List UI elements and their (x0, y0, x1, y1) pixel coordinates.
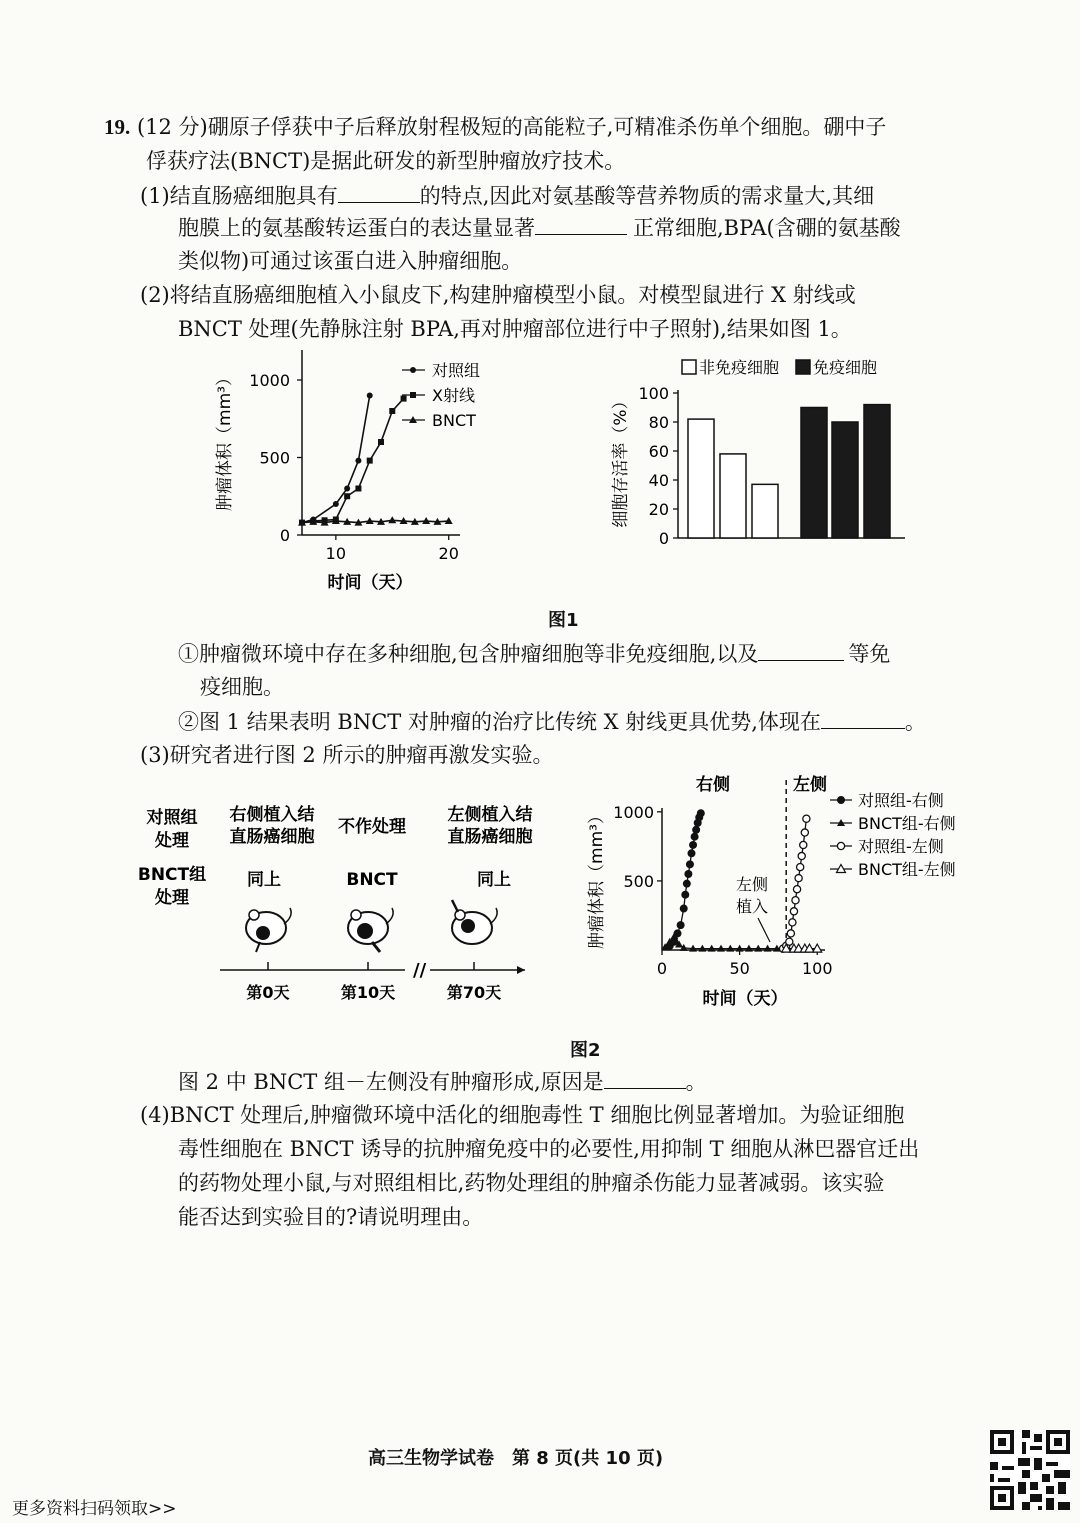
legend-label: BNCT组-左侧 (858, 860, 956, 879)
fig1-line-ylabel: 肿瘤体积（mm³） (215, 369, 235, 511)
y-tick-label: 60 (648, 442, 669, 461)
figure2-line-chart (580, 768, 1000, 1018)
y-tick-label: 40 (648, 471, 669, 490)
legend-label: 对照组-右侧 (858, 791, 944, 810)
part1-line-2 (178, 212, 901, 243)
diagram-bnct-step1: 同上 (247, 870, 281, 890)
fig2-top-label-left: 左侧 (793, 775, 827, 795)
diagram-row2-label-1: BNCT组 (137, 865, 207, 885)
part2-text-b: BNCT 处理(先静脉注射 BPA,再对肿瘤部位进行中子照射),结果如图 1。 (178, 317, 852, 341)
bar-non-immune (720, 454, 746, 538)
y-tick-label: 80 (648, 413, 669, 432)
data-point (367, 393, 373, 399)
y-tick-label: 100 (638, 384, 669, 403)
diagram-row1-label-1: 对照组 (146, 808, 198, 828)
part4-text-a: (4)BNCT 处理后,肿瘤微环境中活化的细胞毒性 T 细胞比例显著增加。为验证细胞 (140, 1103, 905, 1127)
data-point (684, 870, 692, 878)
data-point (686, 860, 694, 868)
data-point (789, 919, 796, 926)
legend-label: 非免疫细胞 (699, 358, 780, 377)
part2-q2-text-a: ②图 1 结果表明 BNCT 对肿瘤的治疗比传统 X 射线更具优势,体现在 (178, 710, 821, 734)
timeline-day10: 第10天 (340, 983, 396, 1002)
data-point (795, 875, 802, 882)
question-number: 19. (104, 115, 131, 139)
part3-q-text-b: 。 (685, 1070, 707, 1094)
y-tick-label: 500 (623, 871, 654, 891)
diagram-step1-2: 直肠癌细胞 (229, 827, 315, 847)
part1-text-a: (1)结直肠癌细胞具有 (140, 184, 338, 208)
data-point (378, 439, 384, 445)
x-tick-label: 100 (801, 959, 833, 978)
intro-text-2: 俘获疗法(BNCT)是据此研发的新型肿瘤放疗技术。 (146, 149, 626, 173)
fig2-ylabel: 肿瘤体积（mm³） (587, 807, 607, 949)
intro-text-1: (12 分)硼原子俘获中子后释放射程极短的高能粒子,可精准杀伤单个细胞。硼中子 (136, 115, 887, 139)
diagram-row1-label-2: 处理 (155, 831, 189, 851)
fig1-bar-ylabel: 细胞存活率（%） (611, 392, 631, 528)
y-tick-label: 0 (658, 529, 669, 548)
diagram-bnct-step2: BNCT (346, 870, 398, 890)
diagram-step3-2: 直肠癌细胞 (447, 827, 533, 847)
qr-code-icon[interactable] (990, 1430, 1070, 1510)
part2-q1-text-b: 等免 (848, 642, 891, 666)
figure1-line-chart (210, 350, 500, 600)
fig2-annotation-2: 植入 (735, 897, 769, 916)
timeline-arrow-icon (517, 966, 525, 974)
x-tick-label: 50 (729, 959, 750, 978)
answer-blank-4[interactable] (821, 706, 905, 729)
part4-text-c: 的药物处理小鼠,与对照组相比,药物处理组的肿瘤杀伤能力显著减弱。该实验 (178, 1171, 885, 1195)
fig2-annotation-1: 左侧 (735, 875, 769, 894)
answer-blank-1[interactable] (338, 180, 420, 203)
data-point (691, 833, 699, 841)
diagram-bnct-step3: 同上 (477, 870, 511, 890)
legend-marker (410, 367, 416, 373)
legend-swatch-non-immune (682, 360, 696, 374)
data-point (680, 905, 688, 913)
legend-label: BNCT (432, 411, 476, 430)
data-point (787, 930, 794, 937)
data-point (798, 852, 805, 859)
data-point (681, 891, 689, 899)
diagram-row2-label-2: 处理 (155, 888, 189, 908)
bar-immune (832, 422, 858, 538)
y-tick-label: 1000 (249, 371, 290, 390)
mouse-icon-day10 (348, 908, 393, 952)
fig1-line-xlabel: 时间（天） (327, 573, 413, 593)
data-point (389, 408, 395, 414)
part2-q2-line (178, 706, 926, 737)
data-point (333, 501, 339, 507)
x-tick-label: 0 (656, 959, 668, 978)
qr-promo-text[interactable]: 更多资料扫码领取>> (12, 1499, 177, 1519)
legend-label: BNCT组-右侧 (858, 814, 956, 833)
figure1-caption: 图1 (548, 610, 579, 631)
data-point (344, 493, 350, 499)
answer-blank-2[interactable] (535, 212, 627, 235)
figure2-caption: 图2 (570, 1040, 601, 1061)
part3-q-text-a: 图 2 中 BNCT 组－左侧没有肿瘤形成,原因是 (178, 1070, 604, 1094)
bar-immune (801, 408, 827, 539)
timeline-day70: 第70天 (446, 983, 502, 1002)
data-point (697, 809, 705, 817)
y-tick-label: 1000 (613, 802, 654, 822)
y-tick-label: 20 (648, 500, 669, 519)
fig2-annotation-arrow (758, 918, 770, 942)
diagram-step1-1: 右侧植入结 (229, 805, 315, 825)
figure2-diagram (130, 770, 550, 1020)
data-point (355, 486, 361, 492)
data-point (344, 486, 350, 492)
legend-swatch-immune (796, 360, 810, 374)
part4-text-b: 毒性细胞在 BNCT 诱导的抗肿瘤免疫中的必要性,用抑制 T 细胞从淋巴器官迁出 (178, 1137, 920, 1161)
series-line (302, 399, 404, 523)
legend-marker (837, 842, 844, 849)
part2-text-a: (2)将结直肠癌细胞植入小鼠皮下,构建肿瘤模型小鼠。对模型鼠进行 X 射线或 (140, 283, 856, 307)
fig2-top-label-right: 右侧 (696, 775, 730, 795)
bar-non-immune (752, 484, 778, 538)
fig2-xlabel: 时间（天） (702, 989, 788, 1009)
data-point (677, 921, 685, 929)
part4-text-d: 能否达到实验目的?请说明理由。 (178, 1205, 484, 1229)
data-point (401, 396, 407, 402)
y-tick-label: 0 (279, 526, 290, 545)
part3-q-line (178, 1066, 707, 1097)
data-point (692, 826, 700, 834)
x-tick-label: 10 (325, 544, 347, 563)
y-tick-label: 500 (259, 448, 290, 468)
diagram-step3-1: 左侧植入结 (447, 805, 533, 825)
data-point (792, 897, 799, 904)
legend-label: 对照组 (432, 361, 481, 380)
timeline-break-icon: // (413, 960, 427, 981)
data-point (683, 880, 691, 888)
data-point (689, 841, 697, 849)
data-point (793, 886, 800, 893)
legend-label: 免疫细胞 (813, 358, 878, 377)
mouse-icon-day70 (452, 900, 497, 944)
legend-label: X射线 (432, 386, 475, 405)
data-point (803, 815, 810, 822)
data-point (800, 841, 807, 848)
answer-blank-5[interactable] (604, 1066, 686, 1089)
part1-text-d: 正常细胞,BPA(含硼的氨基酸 (633, 216, 901, 240)
data-point (801, 829, 808, 836)
part2-q1-text-c: 疫细胞。 (200, 675, 284, 699)
question-intro-line-1 (104, 112, 886, 142)
data-point (687, 849, 695, 857)
legend-marker (837, 796, 845, 804)
x-tick-label: 20 (438, 544, 459, 563)
part1-text-b: 的特点,因此对氨基酸等营养物质的需求量大,其细 (419, 184, 875, 208)
answer-blank-3[interactable] (758, 638, 844, 661)
part2-q2-text-b: 。 (904, 710, 926, 734)
part1-line-1 (140, 180, 874, 211)
data-point (797, 863, 804, 870)
legend-label: 对照组-左侧 (858, 837, 944, 856)
part2-q1-text-a: ①肿瘤微环境中存在多种细胞,包含肿瘤细胞等非免疫细胞,以及 (178, 642, 759, 666)
bar-non-immune (688, 419, 714, 538)
data-point (367, 458, 373, 464)
figure1-bar-chart (600, 350, 930, 590)
timeline-day0: 第0天 (246, 983, 290, 1002)
part3-text: (3)研究者进行图 2 所示的肿瘤再激发实验。 (140, 743, 554, 767)
bar-immune (864, 405, 890, 538)
mouse-icon-day0 (246, 908, 291, 952)
part2-q1-line (178, 638, 890, 669)
data-point (790, 908, 797, 915)
data-point (355, 458, 361, 464)
legend-marker (410, 392, 416, 398)
page-footer: 高三生物学试卷 第 8 页(共 10 页) (368, 1448, 664, 1469)
diagram-step2: 不作处理 (338, 817, 406, 837)
part1-text-c: 胞膜上的氨基酸转运蛋白的表达量显著 (178, 216, 535, 240)
part1-text-e: 类似物)可通过该蛋白进入肿瘤细胞。 (178, 249, 523, 273)
